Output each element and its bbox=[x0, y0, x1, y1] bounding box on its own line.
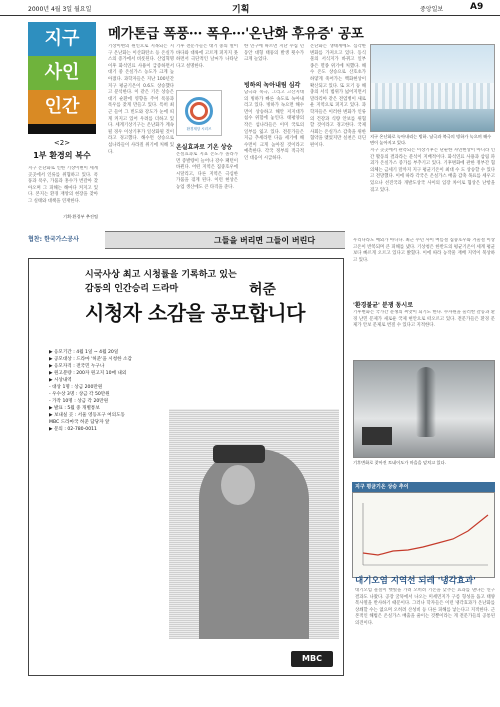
article-column-4: 온난화는 생태계에도 심각한 변화를 가져오고 있다. 동식물의 서식지가 바뀌고 일부 종은 멸종 위기에 처했다. 해수 온도 상승으로 산호초가 하얗게 죽어가는 백화현상이 확산되고 있다. 또 모기 등 해충의 서식 범위가 넓어지면서 말라리아 같은 전염병이 새로운 지역으로 퍼지고 있다. 과학자들은 이러한 변화가 인류의 건강과 식량 안보를 위협할 것이라고 경고한다. 국제사회는 온실가스 감축을 위한 협약을 맺었지만 실천은 더딘 편이다. bbox=[310, 44, 366, 148]
series-banner bbox=[28, 22, 96, 134]
campaign-logo bbox=[176, 90, 222, 136]
chart-trend-line bbox=[363, 515, 488, 555]
masthead-paper: 중앙일보 bbox=[420, 6, 444, 13]
subhead-glacier: 빙하의 녹아내림 심각 bbox=[244, 82, 301, 89]
tornado-photo bbox=[353, 360, 495, 458]
ad-actor-photo bbox=[169, 409, 339, 639]
ad-line-2: 감동의 인간승리 드라마 bbox=[85, 284, 179, 294]
glacier-photo bbox=[370, 44, 495, 132]
glacier-ice-texture bbox=[371, 83, 494, 109]
article-column-5: 지구 곳곳에서 관측되는 이상기후는 단순한 자연현상이 아니라 인간 활동의 결과라는 분석이 지배적이다. 화석연료 사용과 삼림 파괴가 온실가스 증가를 부추기고 있다. 기후변화에 관한 정부간 협의체는 금세기 말까지 지구 평균기온이 최대 수 도 상승할 수 있다고 전망했다. 이에 따라 각국은 온실가스 배출 감축 목표를 세우고 있으나 선진국과 개발도상국 사이의 입장 차이로 협상은 난항을 겪고 있다. bbox=[370, 148, 495, 193]
series-title: 1부 환경의 복수 bbox=[33, 151, 91, 160]
masthead-section: 기획 bbox=[232, 5, 250, 15]
ad-main-headline: 시청자 소감을 공모합니다 bbox=[85, 301, 305, 325]
article-column-8: 대기오염 물질이 햇빛을 가려 오히려 기온을 낮추는 효과를 낸다는 연구 결과도 나왔다. 공장 굴뚝에서 나오는 미세먼지가 구름 형성을 돕고 태양 복사열을 반사하기 때문이다. 그러나 학자들은 이런 냉각효과가 온난화를 상쇄할 수는 없으며 오히려 산성비 등 다른 피해를 낳는다고 지적한다. 근본적인 해법은 온실가스 배출을 줄이는 것뿐이라는 게 전문가들의 공통된 의견이다. bbox=[355, 588, 495, 626]
subhead-temperature: 온실효과로 기온 상승 bbox=[176, 144, 233, 151]
temperature-chart-graphic bbox=[353, 493, 494, 577]
article-column-3a: 한 연구에 따르면 지난 수십 년 동안 대형 태풍의 발생 횟수가 크게 늘었다. bbox=[244, 44, 304, 63]
ad-figure-face bbox=[221, 465, 255, 505]
page-headline: 메가톤급 폭풍··· 폭우···'온난화 후유증' 공포 bbox=[108, 26, 364, 42]
subhead-dispute: '환경불균' 분쟁 동시로 bbox=[353, 302, 414, 309]
article-column-3b: 남극과 북극, 그리고 고산지대의 빙하가 빠른 속도로 녹아내리고 있다. 빙하가 녹으면 해수면이 상승하고 해안 저지대가 침수 위험에 놓인다. 태평양의 작은 섬나라들은 이미 국토의 일부를 잃고 있다. 전문가들은 지금 추세라면 다음 세기에 해수면이 크게 높아질 것이라고 예측한다. 각국 정부의 적극적인 대응이 시급하다. bbox=[244, 90, 304, 161]
chart-title: 지구 평균기온 상승 추이 bbox=[352, 482, 495, 492]
series-word-human: 인간 bbox=[28, 90, 96, 124]
article-column-7: 기후변화는 국가간 분쟁의 씨앗이 되기도 한다. 수자원을 둘러싼 갈등과 환경 난민 문제가 새로운 국제 현안으로 떠오르고 있다. 전문가들은 환경 문제가 안보 문제로 번질 수 있다고 지적한다. bbox=[353, 310, 495, 329]
masthead-page: A9 bbox=[470, 2, 484, 12]
article-column-2b: 온실효과로 지표 온도가 올라가면 증발량이 늘어나 강수 패턴이 바뀐다. 어떤 지역은 집중호우에 시달리고, 다른 지역은 극심한 가뭄을 겪게 된다. 이런 현상은 농업 생산에도 큰 타격을 준다. bbox=[176, 152, 238, 190]
masthead bbox=[0, 0, 500, 16]
mbc-drama-advertisement bbox=[28, 258, 344, 676]
tornado-funnel bbox=[416, 367, 436, 437]
heat-headline: 대기오염 지역선 되레 '냉각효과' bbox=[355, 576, 476, 586]
series-number: <2> bbox=[53, 139, 71, 147]
sponsor-logo: 협찬: 한국가스공사 bbox=[28, 236, 79, 243]
logo-inner-ring-icon bbox=[190, 102, 208, 120]
series-intro-text: 지구 온난화로 인한 기상이변이 세계 곳곳에서 인류를 위협하고 있다. 폭풍과 폭우, 가뭄과 홍수가 번갈아 찾아오며 그 피해는 해마다 커지고 있다. 본지는 환경 재앙의 현장을 찾아 그 실태와 대책을 연재한다. bbox=[28, 166, 98, 204]
ad-contest-details: ▶ 응모기간 : 4월 1일 ~ 4월 20일 ▶ 공모대상 : 드라마 '허준'을 시청한 소감 ▶ 응모자격 : 전국민 누구나 ▶ 원고분량 : 200자 원고지 10매 내외 ▶ 시상내역 - 대상 1명 : 상금 200만원 - 우수상 3명 : 상금 각 50만원 - 가작 10명 : 상금 각 20만원 ▶ 발표 : 5월 중 개별통보 ▶ 보내실 곳 : 서울 영등포구 여의도동 MBC 드라마국 허준 담당자 앞 ▶ 문의 : 02-780-0011 bbox=[49, 350, 132, 432]
tornado-caption: 기후변화로 잦아진 토네이도가 마을을 덮치고 있다. bbox=[353, 460, 446, 465]
article-column-1: 기상이변의 원인으로 지목되는 지구 온난화는 이산화탄소 등 온실가스의 증가에서 비롯된다. 산업혁명 이후 화석연료 사용이 급증하면서 대기 중 온실가스 농도가 크게 높아졌다. 과학자들은 지난 100년간 지구 평균기온이 0.6도 상승했다고 분석한다. 이 같은 기온 상승은 대기 순환에 영향을 주어 폭풍과 폭우를 잦게 만들고 있다. 특히 최근 들어 그 빈도와 강도가 눈에 띄게 커지고 있어 우려를 더하고 있다. 세계기상기구는 온난화가 계속될 경우 이상기후가 일상화될 것이라고 경고했다. 해수면 상승으로 섬나라들이 사라질 위기에 처해 있다. bbox=[108, 44, 174, 155]
series-word-earth: 지구 bbox=[28, 22, 96, 56]
temperature-chart-box bbox=[352, 492, 495, 578]
glacier-caption: 지구 온난화로 녹아내리는 빙하. 남극과 북극의 빙하가 녹으며 해수면이 높아지고 있다. bbox=[370, 134, 492, 145]
byline: 기획·환경부 추진팀 bbox=[62, 214, 98, 219]
logo-caption: 환경재앙 시리즈 bbox=[186, 127, 212, 131]
article-column-2a: 기후 전문가들은 대기 중의 열이 바다와 대륙에 고르게 퍼지지 못하면서 극단적인 날씨가 나타난다고 설명한다. bbox=[176, 44, 238, 69]
ad-drama-title: 허준 bbox=[249, 282, 277, 298]
campaign-slogan: 그들을 버리면 그들이 버린다 bbox=[214, 235, 316, 245]
tornado-house bbox=[362, 427, 392, 445]
masthead-date: 2000년 4월 3일 월요일 bbox=[28, 6, 92, 13]
ad-figure-hat bbox=[213, 445, 265, 463]
series-word-reverse: 사인 bbox=[28, 56, 96, 90]
mbc-logo: MBC bbox=[291, 651, 333, 667]
article-column-6: 우리나라도 예외가 아니다. 최근 수년 사이 여름철 집중호우와 겨울철 이상고온이 반복되며 큰 피해를 냈다. 기상청은 한반도의 평균기온이 세계 평균보다 빠르게 오르고 있다고 밝혔다. 이에 따라 농작물 재배 지역이 북상하고 있다. bbox=[353, 238, 495, 263]
ad-line-1: 시국사상 최고 시청률을 기록하고 있는 bbox=[85, 270, 237, 280]
